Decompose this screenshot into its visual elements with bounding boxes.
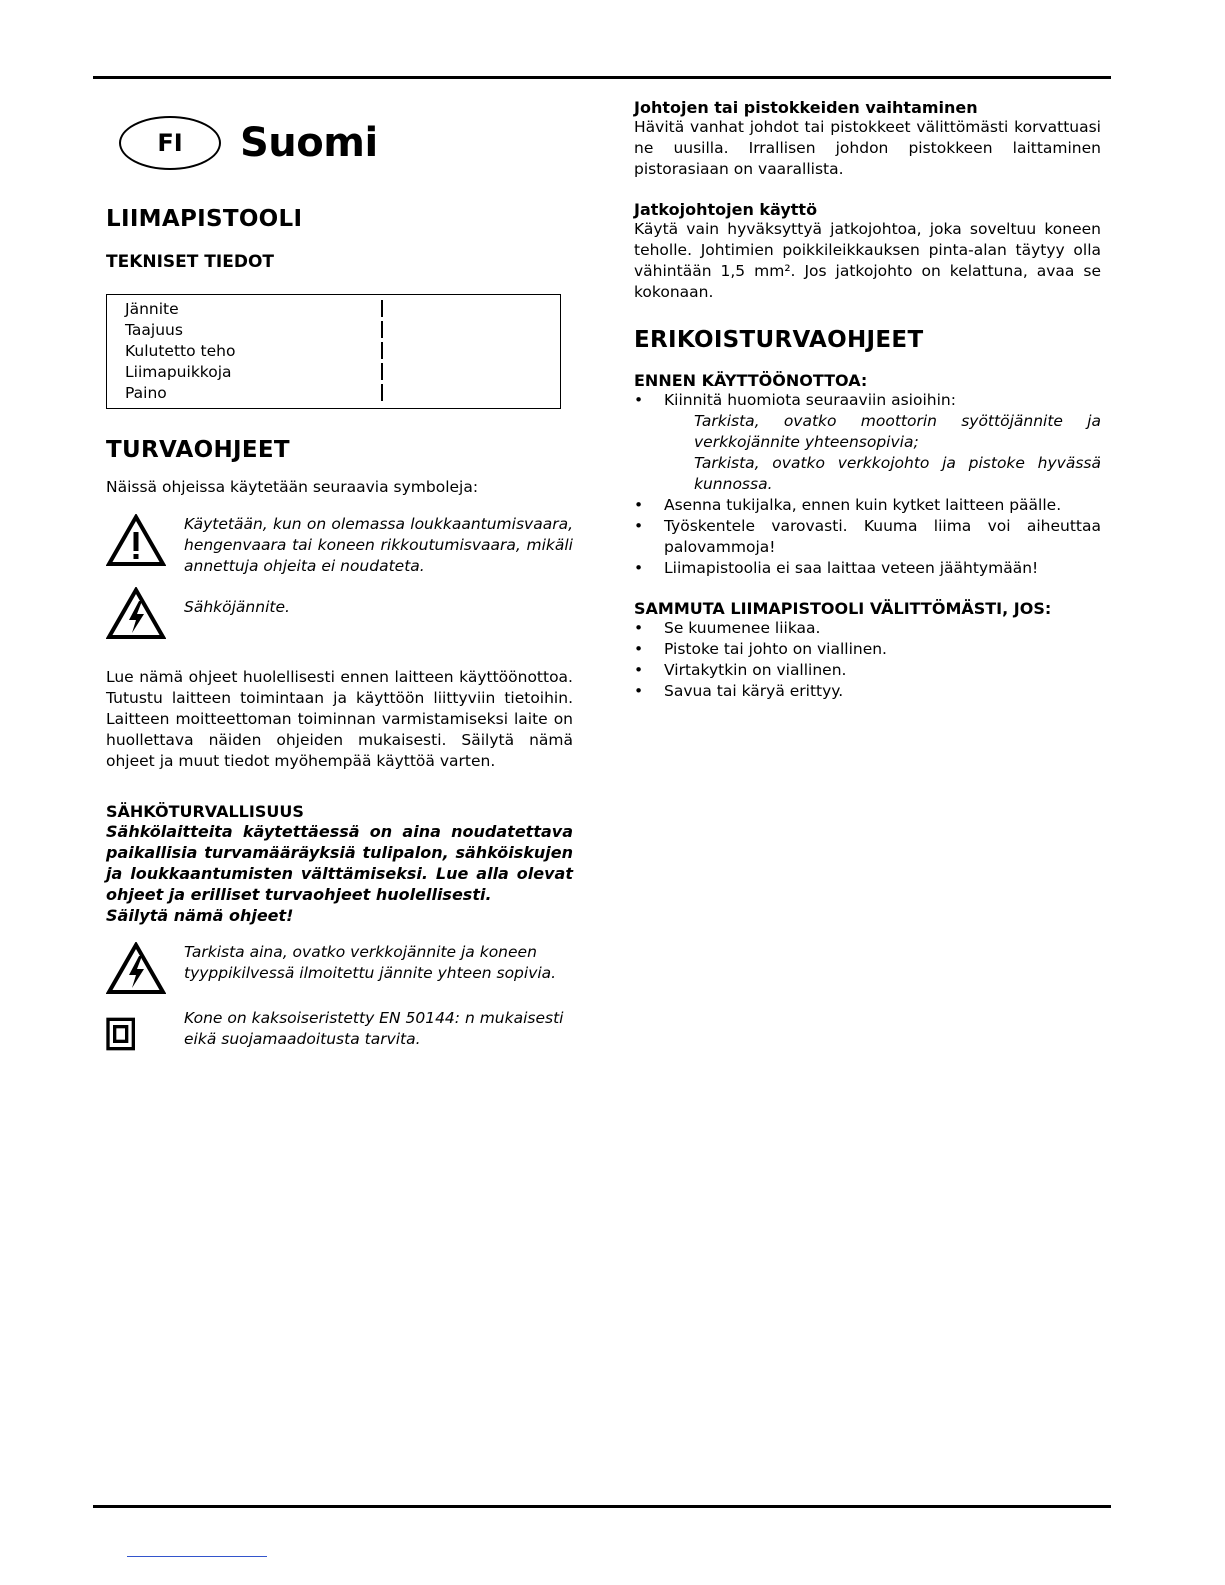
check-voltage-text: Tarkista aina, ovatko verkkojännite ja koneen tyyppikilvessä ilmoitettu jännite yhteen sopivia. (184, 943, 557, 982)
spec-label: Taajuus (125, 320, 183, 339)
language-badge: FI (119, 116, 221, 170)
spec-divider (381, 342, 383, 359)
spec-label: Kulutetto teho (125, 341, 236, 360)
warning-block (106, 514, 573, 577)
warning-triangle-icon (106, 514, 166, 568)
list-item: • Savua tai käryä erittyy. (634, 681, 1101, 702)
voltage-block (106, 587, 573, 641)
bottom-rule (93, 1505, 1111, 1508)
cables-text: Hävitä vanhat johdot tai pistokkeet välittömästi korvattuasi ne uusilla. Irrallisen johdon pistokkeen laittaminen pistorasiaan on vaarallista. (634, 118, 1101, 178)
spec-row (125, 361, 560, 382)
list-item: • Se kuumenee liikaa. (634, 618, 1101, 639)
spec-divider (381, 300, 383, 317)
special-heading: ERIKOISTURVAOHJEET (634, 327, 924, 353)
language-header (106, 110, 573, 176)
spec-label: Paino (125, 383, 167, 402)
footer-link-line (127, 1556, 267, 1557)
voltage-triangle-icon (106, 942, 166, 996)
shutdown-heading: SAMMUTA LIIMAPISTOOLI VÄLITTÖMÄSTI, JOS: (634, 599, 1052, 618)
list-item: • Liimapistoolia ei saa laittaa veteen jäähtymään! (634, 558, 1101, 579)
list-item: • Kiinnitä huomiota seuraaviin asioihin: (634, 390, 1101, 411)
double-insulation-text: Kone on kaksoiseristetty EN 50144: n mukaisesti eikä suojamaadoitusta tarvita. (184, 1009, 564, 1048)
extension-text: Käytä vain hyväksyttyä jatkojohtoa, joka soveltuu koneen teholle. Johtimien poikkileikkauksen pinta-alan täytyy olla vähintään 1,5 mm². Jos jatkojohto on kelattuna, avaa se kokonaan. (634, 220, 1101, 301)
list-item: • Työskentele varovasti. Kuuma liima voi aiheuttaa palovammoja! (634, 516, 1101, 558)
extension-heading: Jatkojohtojen käyttö (634, 200, 818, 219)
specs-table (106, 294, 561, 409)
voltage-triangle-icon (106, 587, 166, 641)
spec-divider (381, 363, 383, 380)
spec-row (125, 382, 560, 403)
shutdown-list (634, 618, 1101, 702)
check-voltage-block (106, 942, 573, 996)
before-use-heading: ENNEN KÄYTTÖÖNOTTOA: (634, 371, 868, 390)
list-item: • Virtakytkin on viallinen. (634, 660, 1101, 681)
spec-label: Liimapuikkoja (125, 362, 232, 381)
language-title: Suomi (240, 120, 378, 166)
safety-intro: Näissä ohjeissa käytetään seuraavia symboleja: (106, 478, 479, 496)
safety-heading: TURVAOHJEET (106, 437, 290, 463)
cables-heading: Johtojen tai pistokkeiden vaihtaminen (634, 98, 978, 117)
spec-divider (381, 384, 383, 401)
voltage-text: Sähköjännite. (184, 598, 290, 616)
electrical-text: Sähkölaitteita käytettäessä on aina noudatettava paikallisia turvamääräyksiä tulipalon, sähköiskujen ja loukkaantumisten välttämiseksi. Lue alla olevat ohjeet ja erilliset turvaohjeet huolellisesti. (106, 822, 573, 904)
read-instructions-text: Lue nämä ohjeet huolellisesti ennen laitteen käyttöönottoa. Tutustu laitteen toimintaan ja käyttöön liittyviin tietoihin. Laitteen moitteettoman toiminnan varmistamiseksi laite on huollettava näiden ohjeiden mukaisesti. Säilytä nämä ohjeet ja muut tiedot myöhempää käyttöä varten. (106, 668, 573, 770)
spec-row (125, 340, 560, 361)
specs-heading: TEKNISET TIEDOT (106, 252, 274, 272)
product-title: LIIMAPISTOOLI (106, 206, 303, 232)
left-column (106, 110, 573, 1060)
before-use-list-2 (634, 495, 1101, 579)
list-item: • Asenna tukijalka, ennen kuin kytket laitteen päälle. (634, 495, 1101, 516)
double-insulation-block (106, 1008, 573, 1060)
electrical-heading: SÄHKÖTURVALLISUUS (106, 802, 304, 821)
keep-instructions-text: Säilytä nämä ohjeet! (106, 906, 294, 925)
sub-item: Tarkista, ovatko moottorin syöttöjännite ja verkkojännite yhteensopivia; (694, 412, 1101, 451)
spec-label: Jännite (125, 299, 179, 318)
spec-divider (381, 321, 383, 338)
double-insulation-icon (106, 1008, 146, 1060)
list-item: • Pistoke tai johto on viallinen. (634, 639, 1101, 660)
before-use-list (634, 390, 1101, 411)
spec-row (125, 298, 560, 319)
top-rule (93, 76, 1111, 79)
spec-row (125, 319, 560, 340)
sub-item: Tarkista, ovatko verkkojohto ja pistoke hyvässä kunnossa. (694, 454, 1101, 493)
warning-text: Käytetään, kun on olemassa loukkaantumisvaara, hengenvaara tai koneen rikkoutumisvaara, mikäli annettuja ohjeita ei noudateta. (184, 515, 573, 575)
right-column (634, 98, 1101, 702)
